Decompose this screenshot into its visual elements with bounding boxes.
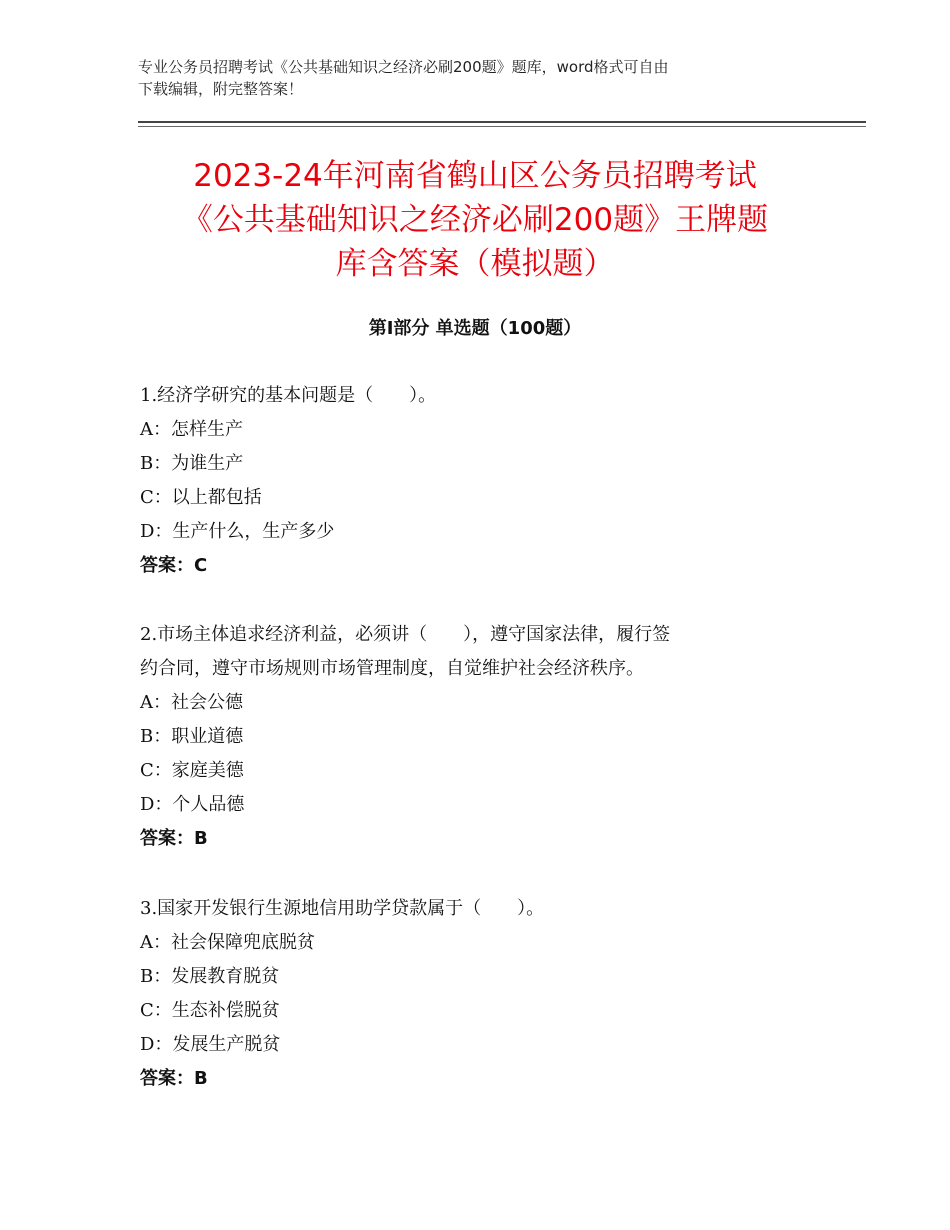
- option-d: D：发展生产脱贫: [140, 1034, 281, 1055]
- title-line-3: 库含答案（模拟题）: [335, 246, 615, 282]
- question-2: [140, 618, 800, 856]
- document-title: [100, 154, 850, 286]
- option-d: D：个人品德: [140, 794, 245, 815]
- option-c: C：家庭美德: [140, 760, 244, 781]
- answer: 答案：B: [140, 1068, 208, 1089]
- question-1: [140, 379, 800, 583]
- header-divider-thick: [138, 121, 866, 123]
- title-line-2: 《公共基础知识之经济必刷200题》王牌题: [181, 202, 769, 238]
- question-stem: 1.经济学研究的基本问题是（ ）。: [140, 385, 437, 406]
- title-line-1: 2023-24年河南省鹤山区公务员招聘考试: [193, 158, 757, 194]
- answer: 答案：C: [140, 555, 208, 576]
- option-a: A：怎样生产: [140, 419, 243, 440]
- section-heading: 第Ⅰ部分 单选题（100题）: [368, 318, 582, 339]
- option-d: D：生产什么，生产多少: [140, 521, 335, 542]
- option-b: B：为谁生产: [140, 453, 244, 474]
- header-note: [138, 56, 818, 100]
- answer: 答案：B: [140, 828, 208, 849]
- question-3: [140, 892, 800, 1096]
- option-b: B：发展教育脱贫: [140, 966, 280, 987]
- option-c: C：生态补偿脱贫: [140, 1000, 280, 1021]
- option-c: C：以上都包括: [140, 487, 262, 508]
- question-stem: 3.国家开发银行生源地信用助学贷款属于（ ）。: [140, 898, 545, 919]
- question-stem-continued: 约合同，遵守市场规则市场管理制度，自觉维护社会经济秩序。: [140, 658, 644, 679]
- header-divider-thin: [138, 126, 866, 127]
- option-a: A：社会保障兜底脱贫: [140, 932, 315, 953]
- header-note-line-2: 下载编辑，附完整答案！: [138, 80, 304, 98]
- option-a: A：社会公德: [140, 692, 243, 713]
- option-b: B：职业道德: [140, 726, 244, 747]
- question-stem: 2.市场主体追求经济利益，必须讲（ ），遵守国家法律，履行签: [140, 624, 671, 645]
- header-note-line-1: 专业公务员招聘考试《公共基础知识之经济必刷200题》题库，word格式可自由: [138, 58, 669, 76]
